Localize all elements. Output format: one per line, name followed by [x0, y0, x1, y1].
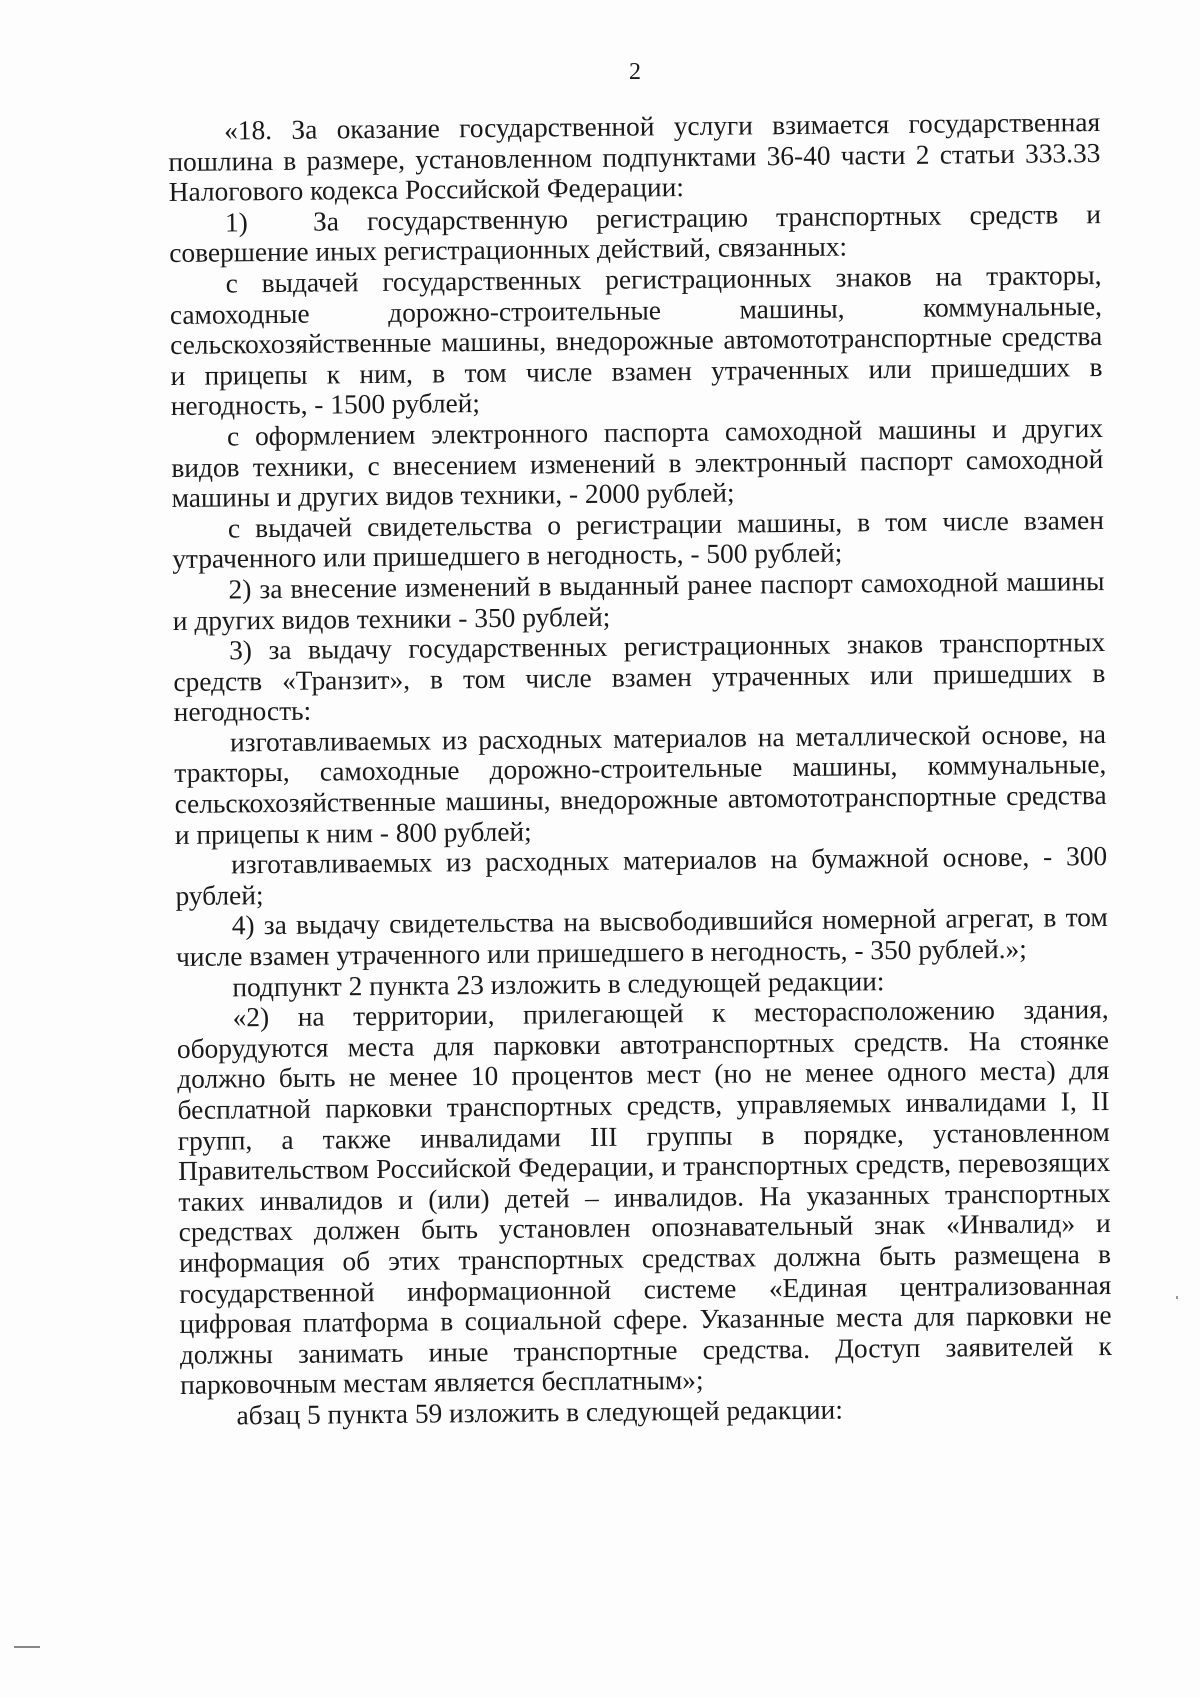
page-number: 2: [629, 59, 641, 85]
paragraph-parking: «2) на территории, прилегающей к месторасположению здания, оборудуются места для парковки автотранспортных средств. На стоянке должно быть не менее 10 процентов мест (но не менее одного места) для бесплатной парковки транспортных средств, управляемых инвалидами I, II групп, а также инвалидами III группы в порядке, установленном Правительством Российской Федерации, и транспортных средств, перевозящих таких инвалидов и (или) детей – инвалидов. На указанных транспортных средствах должен быть установлен опознавательный знак «Инвалид» и информация об этих транспортных средствах должна быть размещена в государственной информационной системе «Единая централизованная цифровая платформа в социальной сфере. Указанные места для парковки не должны занимать иные транспортные средства. Доступ заявителей к парковочным местам является бесплатным»;: [176, 994, 1112, 1401]
item-1-number: 1): [224, 207, 248, 238]
paragraph-point-59: абзац 5 пункта 59 изложить в следующей редакции:: [236, 1394, 843, 1431]
paragraph-item-1: [169, 199, 1102, 269]
paragraph-paper-plates: изготавливаемых из расходных материалов на бумажной основе, - 300 рублей;: [175, 841, 1108, 911]
paragraph-registration-certificate: с выдачей свидетельства о регистрации машины, в том числе взамен утраченного или пришедшего в негодность, - 500 рублей;: [172, 504, 1105, 575]
scan-edge-mark: [14, 1646, 40, 1648]
paragraph-item-2: 2) за внесение изменений в выданный ранее паспорт самоходной машины и других видов техники - 350 рублей;: [172, 565, 1105, 636]
paragraph-plates-tractors: с выдачей государственных регистрационных знаков на тракторы, самоходные дорожно-строительные машины, коммунальные, сельскохозяйственные машины, внедорожные автомототранспортные средства и прицепы к ним, в том числе взамен утраченных или пришедших в негодность, - 1500 рублей;: [169, 260, 1103, 422]
paragraph-subitem-2-point-23: подпункт 2 пункта 23 изложить в следующей редакции:: [232, 965, 885, 1003]
document-body: [168, 107, 1113, 1431]
paragraph-item-4: 4) за выдачу свидетельства на высвободившийся номерной агрегат, в том числе взамен утраченного или пришедшего в негодность, - 350 рублей.»;: [175, 902, 1108, 972]
paragraph-item-3: 3) за выдачу государственных регистрационных знаков транспортных средств «Транзит», в том числе взамен утраченных или пришедших в негодность:: [173, 627, 1106, 728]
item-1-text: За государственную регистрацию транспортных средств и совершение иных регистрационных действий, связанных:: [169, 198, 1102, 269]
scan-speck: [1176, 1296, 1178, 1299]
paragraph-metal-plates: изготавливаемых из расходных материалов на металлической основе, на тракторы, самоходные дорожно-строительные машины, коммунальные, сельскохозяйственные машины, внедорожные автомототранспортные средства и прицепы к ним - 800 рублей;: [174, 718, 1107, 850]
paragraph-electronic-passport: с оформлением электронного паспорта самоходной машины и других видов техники, с внесением изменений в электронный паспорт самоходной машины и других видов техники, - 2000 рублей;: [171, 412, 1104, 514]
paragraph-18-fee: «18. За оказание государственной услуги взимается государственная пошлина в размере, установленном подпунктами 36-40 части 2 статьи 333.33 Налогового кодекса Российской Федерации:: [168, 107, 1101, 208]
